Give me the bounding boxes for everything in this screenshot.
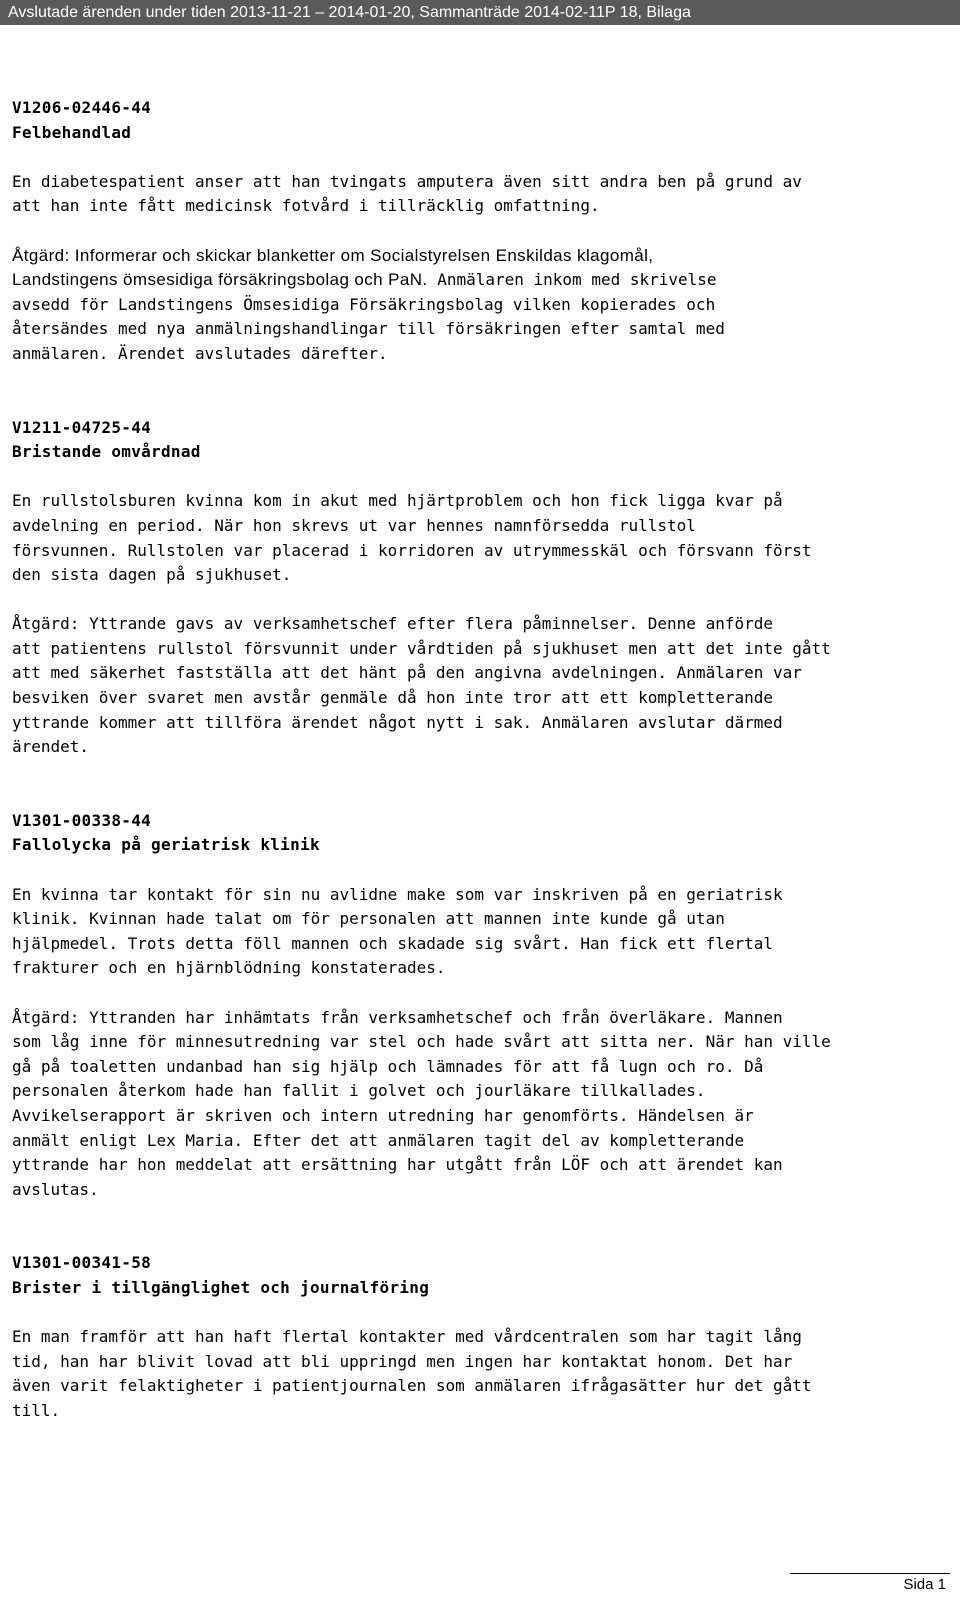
case-action-part-2: Anmälaren inkom med skrivelse avsedd för Landstingens Ömsesidiga Försäkringsbolag vilken kopierades och återsändes med nya anmälningshandlingar till försäkringen efter samtal med anmälaren. Ärendet avslutades därefter. — [12, 270, 725, 363]
case-description: En rullstolsburen kvinna kom in akut med hjärtproblem och hon fick ligga kvar på avdelning en period. När hon skrevs ut var hennes namnförsedda rullstol försvunnen. Rullstolen var placerad i korridoren av utrymmesskäl och försvann först den sista dagen på sjukhuset. — [12, 491, 812, 585]
page-number: Sida 1 — [903, 1576, 946, 1593]
case-action-part-1: Åtgärd: Informerar och skickar blanketter om Socialstyrelsen Enskildas klagomål, Landstingens ömsesidiga försäkringsbolag och PaN. — [12, 245, 654, 290]
case-title: Brister i tillgänglighet och journalföring — [12, 1277, 430, 1297]
document-header — [0, 0, 960, 25]
document-body — [12, 96, 932, 1424]
case-title: Felbehandlad — [12, 122, 132, 142]
case-title: Bristande omvårdnad — [12, 442, 201, 462]
header-text: Avslutade ärenden under tiden 2013-11-21 – 2014-01-20, Sammanträde 2014-02-11P 18, Bilaga — [8, 4, 691, 21]
case-entry — [12, 809, 932, 1203]
case-action — [12, 244, 932, 367]
case-id: V1301-00341-58 — [12, 1253, 152, 1273]
case-entry — [12, 96, 932, 367]
case-entry — [12, 416, 932, 760]
case-id: V1211-04725-44 — [12, 417, 152, 437]
case-description: En man framför att han haft flertal kontakter med vårdcentralen som har tagit lång tid, han har blivit lovad att bli uppringd men ingen har kontaktat honom. Det har även varit felaktigheter i patientjournalen som anmälaren ifrågasätter hur det gått till. — [12, 1327, 812, 1420]
case-description: En kvinna tar kontakt för sin nu avlidne make som var inskriven på en geriatrisk klinik. Kvinnan hade talat om för personalen att mannen inte kunde gå utan hjälpmedel. Trots detta föll mannen och skadade sig svårt. Han fick ett flertal frakturer och en hjärnblödning konstaterades. — [12, 884, 783, 978]
case-id: V1206-02446-44 — [12, 98, 152, 117]
case-entry — [12, 1251, 932, 1423]
footer-divider — [790, 1573, 950, 1574]
case-action: Åtgärd: Yttranden har inhämtats från verksamhetschef och från överläkare. Mannen som låg inne för minnesutredning var stel och hade svårt att sitta ner. När han ville gå på toaletten undanbad han sig hjälp och lämnades för att få lugn och ro. Då personalen återkom hade han fallit i golvet och jourläkare tillkallades. Avvikelserapport är skriven och intern utredning har genomförts. Händelsen är anmält enligt Lex Maria. Efter det att anmälaren tagit del av kompletterande yttrande har hon meddelat att ersättning har utgått från LÖF och att ärendet kan avslutas. — [12, 1007, 831, 1199]
case-action: Åtgärd: Yttrande gavs av verksamhetschef efter flera påminnelser. Denne anförde att patientens rullstol försvunnit under vårdtiden på sjukhuset men att det inte gått att med säkerhet fastställa att det hänt på den angivna avdelningen. Anmälaren var besviken över svaret men avstår genmäle då hon inte tror att ett kompletterande yttrande kommer att tillföra ärendet något nytt i sak. Anmälaren avslutar därmed ärendet. — [12, 614, 831, 757]
case-title: Fallolycka på geriatrisk klinik — [12, 835, 320, 855]
case-id: V1301-00338-44 — [12, 810, 152, 830]
case-description: En diabetespatient anser att han tvingats amputera även sitt andra ben på grund av att han inte fått medicinsk fotvård i tillräcklig omfattning. — [12, 171, 802, 216]
